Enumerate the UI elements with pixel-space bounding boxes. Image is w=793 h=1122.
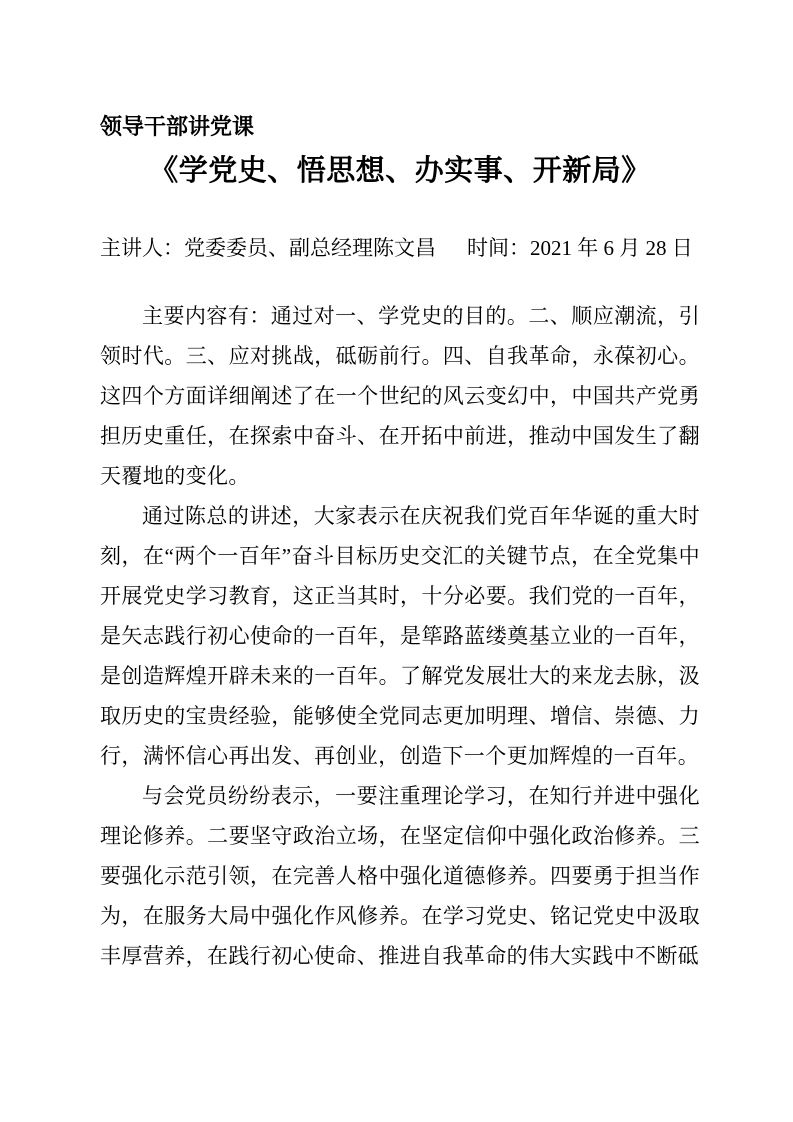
document-body [100,296,700,976]
speaker-text: 主讲人：党委委员、副总经理陈文昌 [100,236,436,260]
date-text: 时间：2021 年 6 月 28 日 [467,236,693,260]
paragraph-audience-response: 通过陈总的讲述，大家表示在庆祝我们党百年华诞的重大时刻，在“两个一百年”奋斗目标历史交汇的关键节点，在全党集中开展党史学习教育，这正当其时，十分必要。我们党的一百年，是矢志践行初心使命的一百年，是筚路蓝缕奠基立业的一百年，是创造辉煌开辟未来的一百年。了解党发展壮大的来龙去脉，汲取历史的宝贵经验，能够使全党同志更加明理、增信、崇德、力行，满怀信心再出发、再创业，创造下一个更加辉煌的一百年。 [100,504,700,768]
paragraph-member-commitments: 与会党员纷纷表示，一要注重理论学习，在知行并进中强化理论修养。二要坚守政治立场，在坚定信仰中强化政治修养。三要强化示范引领，在完善人格中强化道德修养。四要勇于担当作为，在服务大局中强化作风修养。在学习党史、铭记党史中汲取丰厚营养，在践行初心使命、推进自我革命的伟大实践中不断砥 [100,784,700,968]
document-title: 《学党史、悟思想、办实事、开新局》 [149,155,651,187]
document-heading: 领导干部讲党课 [100,114,255,139]
paragraph-main-content: 主要内容有：通过对一、学党史的目的。二、顺应潮流，引领时代。三、应对挑战，砥砺前行。四、自我革命，永葆初心。这四个方面详细阐述了在一个世纪的风云变幻中，中国共产党勇担历史重任，在探索中奋斗、在开拓中前进，推动中国发生了翻天覆地的变化。 [100,304,700,488]
document-meta-line [100,228,700,268]
